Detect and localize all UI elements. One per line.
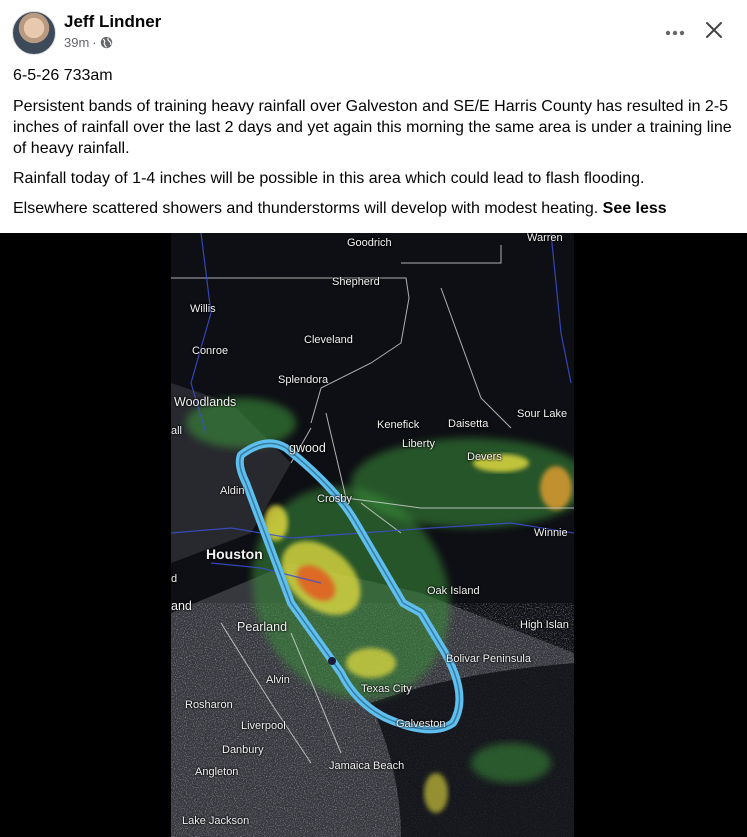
map-label-pearland: Pearland bbox=[237, 620, 288, 634]
map-label-sour-lake: Sour Lake bbox=[517, 408, 568, 420]
map-label-jamaica-beach: Jamaica Beach bbox=[329, 760, 405, 772]
map-label-kingwood: gwood bbox=[289, 441, 326, 455]
post-header bbox=[0, 0, 747, 66]
post-image[interactable] bbox=[0, 233, 747, 837]
map-label-shepherd: Shepherd bbox=[332, 276, 380, 288]
map-label-high-island: High Islan bbox=[520, 619, 569, 631]
post-paragraph bbox=[13, 198, 735, 219]
globe-icon bbox=[100, 36, 113, 49]
map-label-galveston: Galveston bbox=[396, 718, 446, 730]
post-paragraph: 6-5-26 733am bbox=[13, 67, 113, 84]
author-avatar[interactable] bbox=[12, 11, 56, 55]
map-label-lake-jackson: Lake Jackson bbox=[182, 815, 250, 827]
post-body bbox=[13, 65, 735, 228]
map-label-goodrich: Goodrich bbox=[347, 237, 392, 249]
map-label-edge: d bbox=[171, 573, 178, 585]
map-label-devers: Devers bbox=[467, 451, 502, 463]
map-label-willis: Willis bbox=[190, 303, 216, 315]
more-options-icon bbox=[665, 23, 685, 41]
map-label-splendora: Splendora bbox=[278, 374, 329, 386]
map-label-daisetta: Daisetta bbox=[448, 418, 489, 430]
post-paragraph-text: Elsewhere scattered showers and thunderstorms will develop with modest heating. bbox=[13, 200, 599, 217]
post-paragraph: Rainfall today of 1-4 inches will be possible in this area which could lead to flash flooding. bbox=[13, 170, 645, 187]
map-label-cleveland: Cleveland bbox=[304, 334, 353, 346]
map-label-edge: and bbox=[171, 599, 192, 613]
post-time[interactable]: 39m bbox=[64, 35, 90, 50]
map-label-winnie: Winnie bbox=[534, 527, 568, 539]
map-label-liverpool: Liverpool bbox=[241, 720, 286, 732]
post-paragraph: Persistent bands of training heavy rainfall over Galveston and SE/E Harris County has resulted in 2-5 inches of rainfall over the last 2 days and yet again this morning the same area is under a training line of heavy rainfall. bbox=[13, 98, 732, 157]
map-label-kenefick: Kenefick bbox=[377, 419, 420, 431]
map-label-liberty: Liberty bbox=[402, 438, 436, 450]
post-meta bbox=[64, 35, 113, 50]
radar-map-image bbox=[171, 233, 574, 837]
meta-separator: · bbox=[92, 35, 97, 50]
author-name[interactable]: Jeff Lindner bbox=[64, 12, 162, 31]
more-options-button[interactable] bbox=[660, 18, 690, 46]
see-less-link[interactable]: See less bbox=[602, 200, 667, 217]
map-label-woodlands: Woodlands bbox=[174, 395, 237, 409]
map-label-edge: all bbox=[171, 425, 183, 437]
map-label-rosharon: Rosharon bbox=[185, 699, 233, 711]
map-label-alvin: Alvin bbox=[266, 674, 290, 686]
map-label-angleton: Angleton bbox=[195, 766, 239, 778]
map-label-texas-city: Texas City bbox=[361, 683, 412, 695]
radar-site-marker bbox=[328, 657, 336, 665]
close-button[interactable] bbox=[698, 16, 730, 48]
map-label-warren: Warren bbox=[527, 233, 563, 244]
map-label-crosby: Crosby bbox=[317, 493, 352, 505]
map-label-aldine: Aldin bbox=[220, 485, 245, 497]
map-label-conroe: Conroe bbox=[192, 345, 229, 357]
map-label-bolivar-peninsula: Bolivar Peninsula bbox=[446, 653, 531, 665]
map-label-houston: Houston bbox=[206, 546, 263, 562]
close-icon bbox=[705, 21, 723, 44]
map-label-oak-island: Oak Island bbox=[427, 585, 480, 597]
map-label-danbury: Danbury bbox=[222, 744, 264, 756]
